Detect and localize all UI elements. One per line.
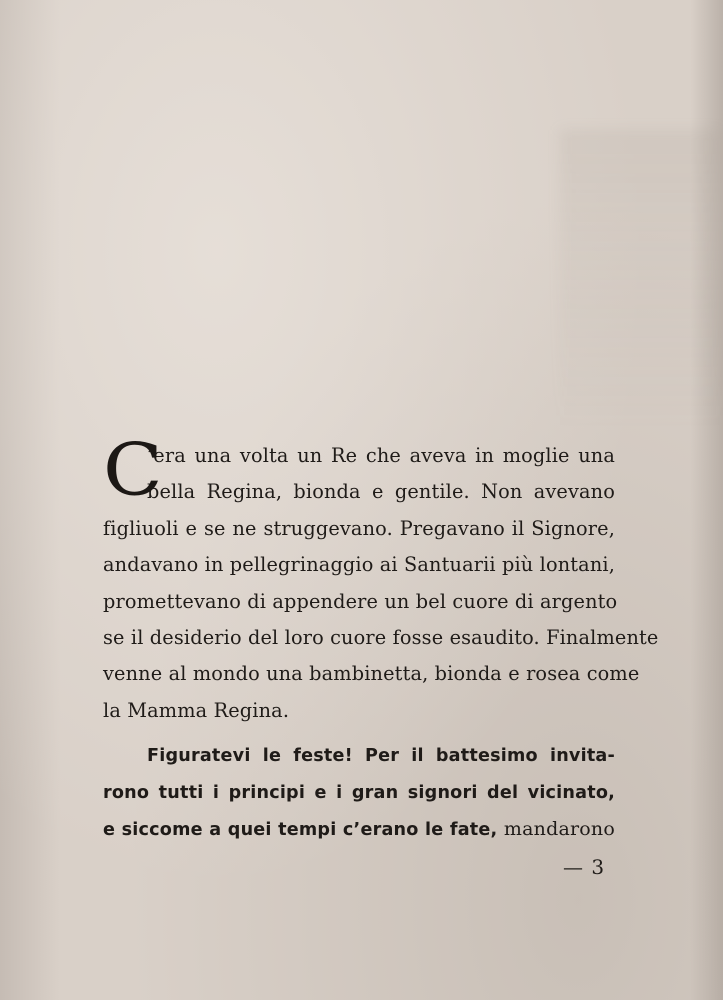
text-line: venne al mondo una bambinetta, bionda e rosea come: [103, 662, 640, 686]
paragraph-1: [103, 428, 659, 729]
text-line: se il desiderio del loro cuore fosse esaudito. Finalmente: [103, 626, 659, 650]
drop-cap: C: [103, 428, 163, 512]
text-line-tail: mandarono: [503, 818, 615, 841]
story-text: [103, 428, 659, 849]
text-line: promettevano di appendere un bel cuore di argento: [103, 589, 618, 613]
text-line: e siccome a quei tempi c’erano le fate,: [103, 820, 498, 841]
show-through-shadow: [560, 130, 720, 430]
text-line: figliuoli e se ne struggevano. Pregavano il Signore,: [103, 516, 615, 540]
text-line: ’era una volta un Re che aveva in moglie una: [147, 444, 615, 467]
paragraph-2: [103, 738, 615, 849]
text-line: rono tutti i principi e i gran signori del vicinato,: [103, 782, 615, 803]
text-line: bella Regina, bionda e gentile. Non avevano: [147, 480, 615, 504]
text-line: andavano in pellegrinaggio ai Santuarii più lontani,: [103, 553, 615, 577]
text-line: la Mamma Regina.: [103, 698, 290, 722]
text-line-with-tail: [103, 811, 615, 849]
text-line: Figuratevi le feste! Per il battesimo invita-: [147, 746, 615, 767]
page-number: — 3: [563, 855, 606, 879]
